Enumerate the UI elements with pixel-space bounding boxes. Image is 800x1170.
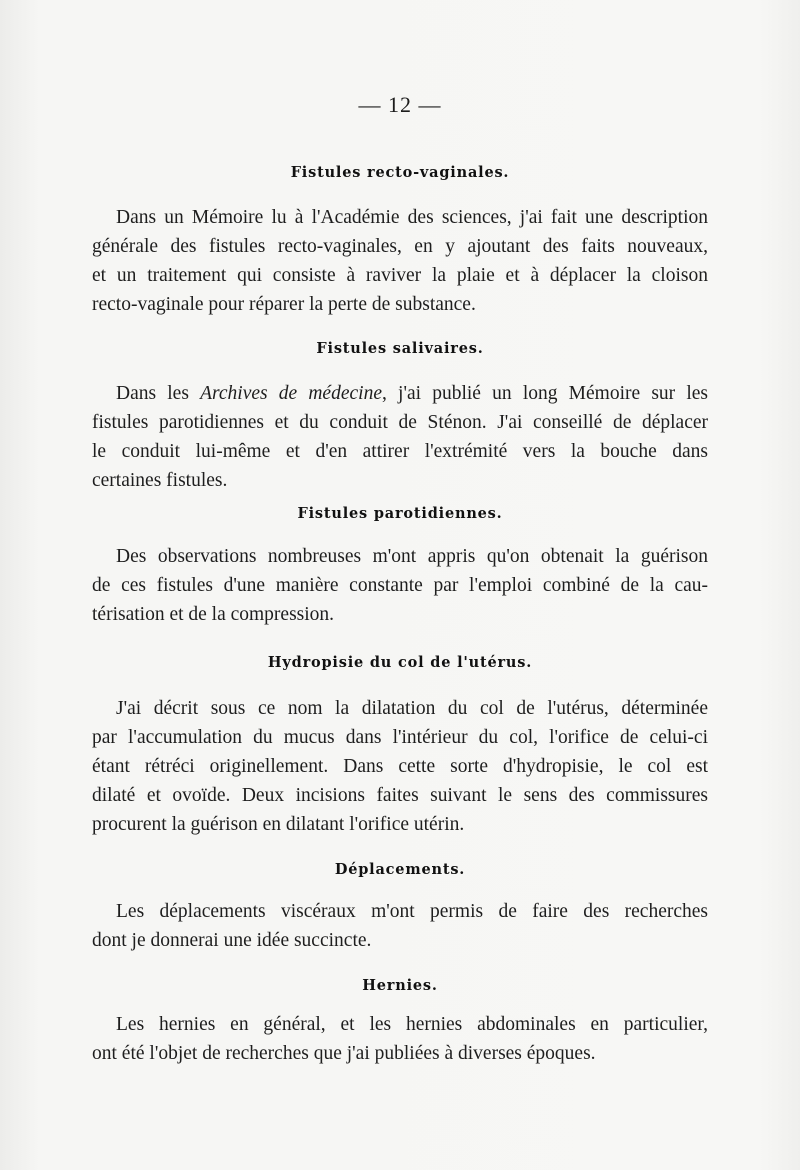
line-suffix: , j'ai publié un long Mémoire sur les — [381, 383, 708, 404]
paragraph-line: recto-vaginale pour réparer la perte de substance. — [92, 294, 476, 315]
section-heading-hydropisie: Hydropisie du col de l'utérus. — [267, 654, 533, 671]
paragraph-deplacements — [92, 897, 708, 955]
paragraph-line: Les déplacements viscéraux m'ont permis de faire des recherches — [116, 901, 708, 922]
paragraph-line: dont je donnerai une idée succincte. — [92, 930, 372, 951]
paragraph-line: par l'accumulation du mucus dans l'intérieur du col, l'orifice de celui-ci — [92, 727, 708, 748]
section-heading-fistules-salivaires: Fistules salivaires. — [316, 340, 484, 357]
section-heading-deplacements: Déplacements. — [334, 861, 466, 878]
paragraph-line: certaines fistules. — [92, 470, 228, 491]
journal-title: Archives de médecine — [200, 383, 382, 404]
paragraph-line: générale des fistules recto-vaginales, en y ajoutant des faits nouveaux, — [92, 236, 708, 257]
section-heading-hernies: Hernies. — [362, 977, 438, 994]
paragraph-line: Des observations nombreuses m'ont appris qu'on obtenait la guérison — [116, 546, 708, 567]
paragraph-hydropisie — [92, 694, 708, 839]
paragraph-line: ont été l'objet de recherches que j'ai publiées à diverses époques. — [92, 1043, 596, 1064]
paragraph-hernies — [92, 1010, 708, 1068]
paragraph-line-with-citation — [92, 379, 708, 408]
page-number: — 12 — — [358, 92, 442, 117]
line-prefix: Dans les — [116, 383, 201, 404]
paragraph-line: étant rétréci originellement. Dans cette sorte d'hydropisie, le col est — [92, 756, 708, 777]
paragraph-line: procurent la guérison en dilatant l'orifice utérin. — [92, 814, 465, 835]
paragraph-line: Les hernies en général, et les hernies abdominales en particulier, — [116, 1014, 708, 1035]
section-heading-fistules-recto-vaginales: Fistules recto-vaginales. — [290, 164, 510, 181]
paragraph-fistules-recto-vaginales — [92, 203, 708, 319]
paragraph-line: J'ai décrit sous ce nom la dilatation du col de l'utérus, déterminée — [116, 698, 708, 719]
paragraph-line: Dans un Mémoire lu à l'Académie des sciences, j'ai fait une description — [116, 207, 708, 228]
paragraph-line: dilaté et ovoïde. Deux incisions faites suivant le sens des commissures — [92, 785, 708, 806]
paragraph-line: térisation et de la compression. — [92, 604, 335, 625]
paragraph-fistules-parotidiennes — [92, 542, 708, 629]
paragraph-line: le conduit lui-même et d'en attirer l'extrémité vers la bouche dans — [92, 441, 708, 462]
paragraph-line: et un traitement qui consiste à raviver la plaie et à déplacer la cloison — [92, 265, 708, 286]
section-heading-fistules-parotidiennes: Fistules parotidiennes. — [297, 505, 503, 522]
paragraph-fistules-salivaires — [92, 379, 708, 495]
paragraph-line: fistules parotidiennes et du conduit de Sténon. J'ai conseillé de déplacer — [92, 412, 708, 433]
paragraph-line: de ces fistules d'une manière constante par l'emploi combiné de la cau- — [92, 575, 708, 596]
